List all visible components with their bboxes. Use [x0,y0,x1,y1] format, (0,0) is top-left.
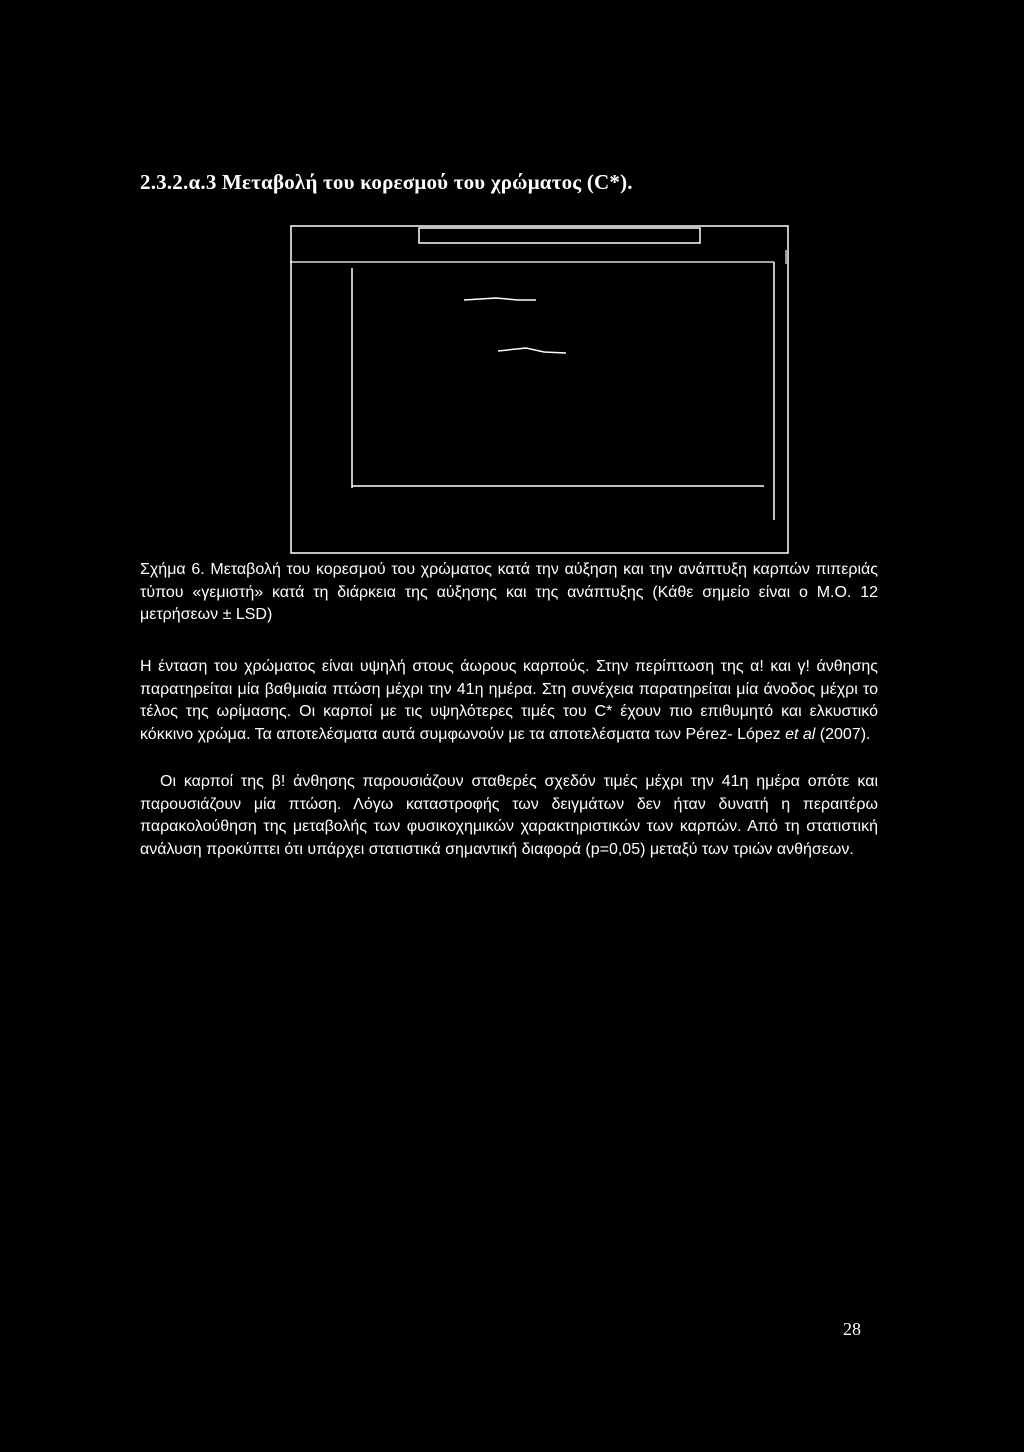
paragraph-1-italic: et al [785,725,816,743]
figure-legend-box [419,228,700,243]
figure-graphic [290,220,790,556]
figure-6-chart [290,220,790,556]
paragraph-1 [140,656,878,746]
section-heading: 2.3.2.α.3 Μεταβολή του κορεσμού του χρώματος (C*). [140,170,633,194]
figure-series-segment-1 [464,298,536,300]
paragraph-1-tail: (2007). [815,725,871,743]
paragraph-1-text: Η ένταση του χρώματος είναι υψηλή στους άωρους καρπούς. Στην περίπτωση της α! και γ! άνθησης παρατηρείται μία βαθμιαία πτώση μέχρι την 41η ημέρα. Στη συνέχεια παρατηρείται μία άνοδος μέχρι το τέλος της ωρίμασης. Οι καρποί με τις υψηλότερες τιμές του C* έχουν πιο επιθυμητό και ελκυστικό κόκκινο χρώμα. Τα αποτελέσματα αυτά συμφωνούν με τα αποτελέσματα των Pérez- López [140,658,878,743]
figure-caption: Σχήμα 6. Μεταβολή του κορεσμού του χρώματος κατά την αύξηση και την ανάπτυξη καρπών πιπεριάς τύπου «γεμιστή» κατά τη διάρκεια της αύξησης και της ανάπτυξης (Κάθε σημείο είναι ο Μ.Ο. 12 μετρήσεων ± LSD) [140,561,878,624]
figure-outer-frame [291,226,788,553]
paragraph-2 [140,771,878,861]
figure-series-segment-2 [498,348,566,353]
page-number: 28 [843,1319,861,1339]
paragraph-2-text: Οι καρποί της β! άνθησης παρουσιάζουν σταθερές σχεδόν τιμές μέχρι την 41η ημέρα οπότε και παρουσιάζουν μία πτώση. Λόγω καταστροφής των δειγμάτων δεν ήταν δυνατή η περαιτέρω παρακολούθηση της μεταβολής των φυσικοχημικών χαρακτηριστικών των καρπών. Από τη στατιστική ανάλυση προκύπτει ότι υπάρχει στατιστικά σημαντική διαφορά (p=0,05) μεταξύ των τριών ανθήσεων. [140,773,878,858]
